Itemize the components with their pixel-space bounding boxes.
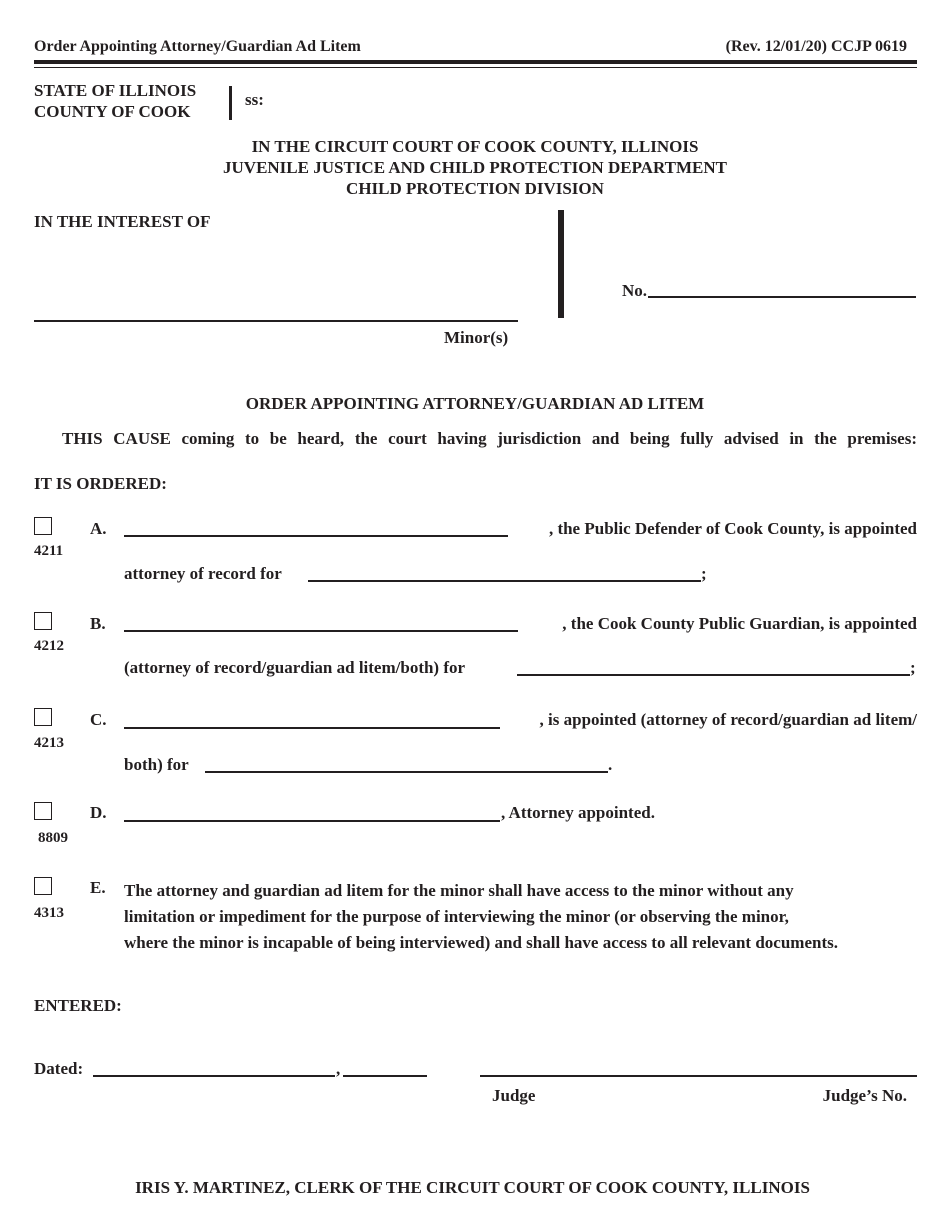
- item-b-minor-field[interactable]: [517, 674, 910, 676]
- item-d-line1-text: , Attorney appointed.: [501, 803, 655, 822]
- item-a-line2-prefix: attorney of record for: [124, 564, 282, 583]
- case-number-row: [622, 281, 917, 301]
- minor-name-line[interactable]: [34, 320, 518, 322]
- item-b-line1-text: , the Cook County Public Guardian, is appointed: [562, 614, 917, 633]
- item-a-checkbox[interactable]: [34, 517, 52, 535]
- caption-divider: [558, 210, 564, 318]
- item-b-checkbox[interactable]: [34, 612, 52, 630]
- item-c-line1-text: , is appointed (attorney of record/guardian ad litem/: [539, 710, 917, 729]
- header-rule-thick: [34, 60, 917, 64]
- item-a-letter: A.: [90, 519, 107, 538]
- item-c-line2-prefix: both) for: [124, 755, 189, 774]
- dated-label: Dated:: [34, 1059, 84, 1078]
- entered-label: ENTERED:: [34, 996, 122, 1015]
- item-c-line2-suffix: .: [608, 755, 613, 774]
- dated-year-field[interactable]: [343, 1075, 427, 1077]
- judge-no-label: Judge’s No.: [822, 1086, 907, 1105]
- dated-comma: ,: [336, 1059, 341, 1078]
- header-rule-thin: [34, 67, 917, 68]
- item-a-code: 4211: [34, 543, 64, 559]
- case-number-field[interactable]: [648, 296, 916, 298]
- form-title: Order Appointing Attorney/Guardian Ad Litem: [34, 38, 361, 55]
- item-e-line-3: where the minor is incapable of being interviewed) and shall have access to all relevant documents.: [124, 933, 838, 952]
- court-line-3: CHILD PROTECTION DIVISION: [346, 179, 604, 198]
- venue-state: STATE OF ILLINOIS: [34, 81, 197, 100]
- item-e-checkbox[interactable]: [34, 877, 52, 895]
- court-line-2: JUVENILE JUSTICE AND CHILD PROTECTION DEPARTMENT: [223, 158, 727, 177]
- item-c-checkbox[interactable]: [34, 708, 52, 726]
- item-a-minor-field[interactable]: [308, 580, 701, 582]
- item-b-letter: B.: [90, 614, 106, 633]
- item-d-name-field[interactable]: [124, 820, 500, 822]
- venue-block: [34, 80, 196, 122]
- venue-county: COUNTY OF COOK: [34, 102, 191, 121]
- item-e-line-2: limitation or impediment for the purpose of interviewing the minor (or observing the minor,: [124, 907, 789, 926]
- dated-date-field[interactable]: [93, 1075, 335, 1077]
- intro-text: THIS CAUSE coming to be heard, the court having jurisdiction and being fully advised in the premises:: [62, 429, 917, 448]
- venue-bar: [229, 86, 232, 120]
- item-b-line2-prefix: (attorney of record/guardian ad litem/both) for: [124, 658, 466, 677]
- item-b-code: 4212: [34, 638, 64, 654]
- minors-label: Minor(s): [444, 328, 509, 347]
- venue-ss: ss:: [245, 90, 264, 109]
- court-heading: [0, 136, 950, 199]
- item-d-code: 8809: [38, 830, 68, 846]
- form-revision: (Rev. 12/01/20) CCJP 0619: [725, 38, 907, 55]
- item-d-checkbox[interactable]: [34, 802, 52, 820]
- item-e-code: 4313: [34, 905, 64, 921]
- item-e-text: [124, 878, 838, 956]
- item-c-minor-field[interactable]: [205, 771, 608, 773]
- court-line-1: IN THE CIRCUIT COURT OF COOK COUNTY, ILLINOIS: [251, 137, 699, 156]
- item-a-name-field[interactable]: [124, 535, 508, 537]
- item-c-name-field[interactable]: [124, 727, 500, 729]
- case-number-label: No.: [622, 281, 648, 300]
- judge-signature-line[interactable]: [480, 1075, 917, 1077]
- item-a-line1-text: , the Public Defender of Cook County, is appointed: [548, 519, 917, 538]
- item-d-letter: D.: [90, 803, 107, 822]
- item-e-line-1: The attorney and guardian ad litem for the minor shall have access to the minor without any: [124, 881, 794, 900]
- item-a-line2-suffix: ;: [701, 564, 707, 583]
- item-c-letter: C.: [90, 710, 107, 729]
- interest-of-label: IN THE INTEREST OF: [34, 212, 211, 231]
- order-title: ORDER APPOINTING ATTORNEY/GUARDIAN AD LITEM: [245, 394, 705, 413]
- item-c-code: 4213: [34, 735, 64, 751]
- judge-label: Judge: [492, 1086, 536, 1105]
- ordered-label: IT IS ORDERED:: [34, 474, 167, 493]
- item-e-letter: E.: [90, 878, 106, 897]
- item-b-name-field[interactable]: [124, 630, 518, 632]
- item-b-line2-suffix: ;: [910, 658, 916, 677]
- clerk-footer: IRIS Y. MARTINEZ, CLERK OF THE CIRCUIT COURT OF COOK COUNTY, ILLINOIS: [135, 1178, 810, 1197]
